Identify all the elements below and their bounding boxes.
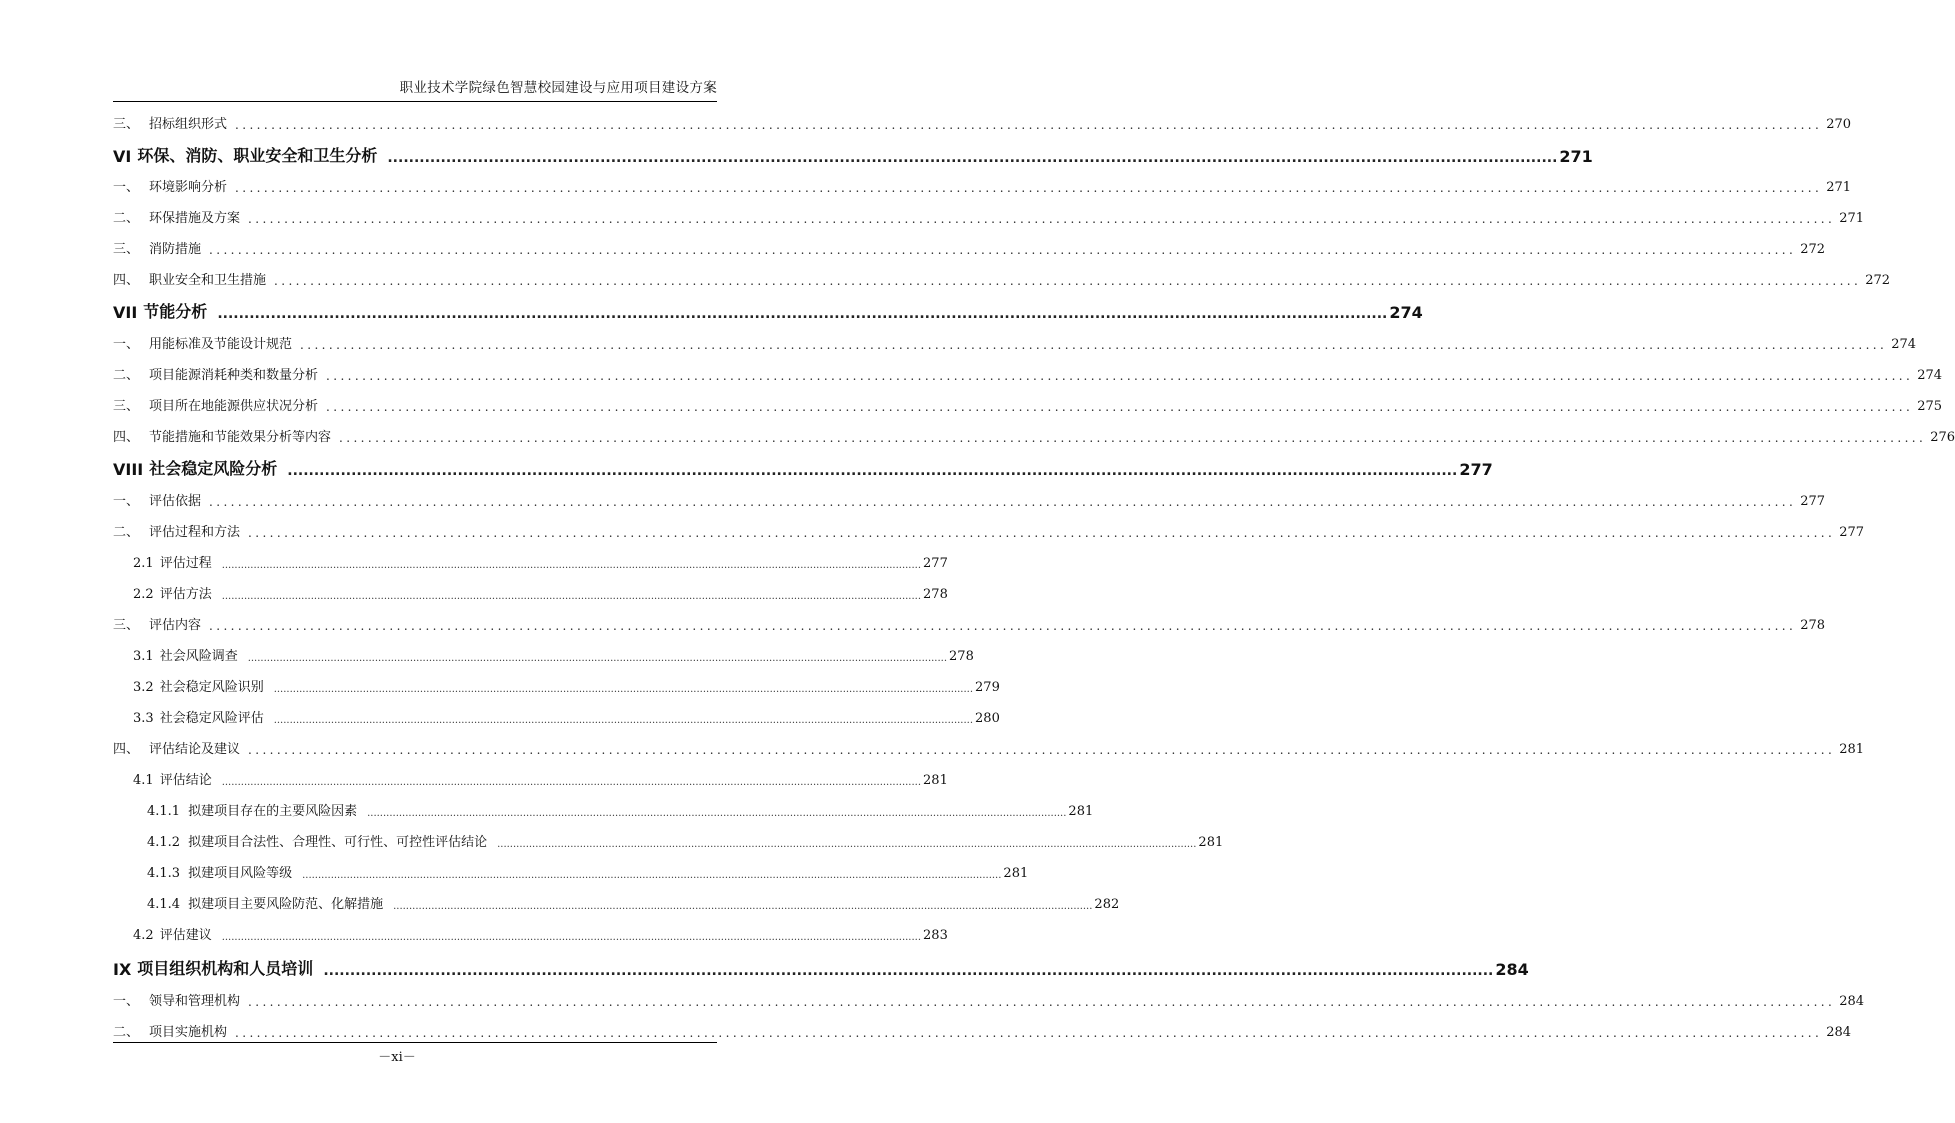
toc-entry-page: 277	[1800, 494, 1826, 509]
header-rule	[113, 101, 717, 102]
toc-entry-page: 271	[1839, 211, 1865, 226]
toc-leader-dots: ............................................................................................................................................................................................................................	[217, 306, 1388, 322]
toc-entry-number: 一、	[113, 994, 140, 1009]
toc-entry-page: 277	[1459, 460, 1493, 479]
toc-leader-dots: ............................................................................................................................................................................................................................	[367, 808, 1067, 819]
toc-leader-dots: ............................................................................................................................................................................................................................	[393, 901, 1093, 912]
toc-entry-page: 284	[1826, 1025, 1852, 1040]
toc-entry-page: 281	[1198, 835, 1224, 850]
toc-entry-title: 拟建项目风险等级	[188, 866, 293, 881]
toc-leader-dots: ............................................................................................................................................................................................................................	[339, 431, 1927, 445]
toc-entry[interactable]	[113, 733, 1865, 757]
toc-entry[interactable]	[113, 919, 948, 943]
toc-entry[interactable]	[113, 390, 1943, 414]
toc-entry-number: 2.1	[133, 556, 154, 571]
toc-entry-title: 评估结论	[159, 773, 212, 788]
toc-leader-dots: ............................................................................................................................................................................................................................	[287, 463, 1458, 479]
toc-entry-page: 281	[1839, 742, 1865, 757]
toc-entry-page: 278	[923, 587, 948, 602]
toc-entry[interactable]	[113, 142, 1593, 166]
toc-entry-page: 272	[1865, 273, 1891, 288]
toc-entry-page: 275	[1917, 399, 1943, 414]
toc-leader-dots: ............................................................................................................................................................................................................................	[221, 591, 922, 602]
toc-entry[interactable]	[113, 985, 1865, 1009]
page-header: 职业技术学院绿色智慧校园建设与应用项目建设方案	[399, 80, 717, 96]
toc-entry-number: IX	[113, 960, 132, 979]
toc-entry[interactable]	[113, 455, 1493, 479]
toc-leader-dots: ............................................................................................................................................................................................................................	[300, 338, 1888, 352]
toc-entry-number: 一、	[113, 180, 140, 195]
toc-entry-number: 3.3	[133, 711, 154, 726]
toc-entry[interactable]	[113, 702, 1000, 726]
toc-entry[interactable]	[113, 547, 948, 571]
toc-entry-page: 284	[1839, 994, 1865, 1009]
toc-entry-title: 社会稳定风险分析	[149, 459, 278, 478]
toc-entry-page: 277	[923, 556, 948, 571]
toc-leader-dots: ............................................................................................................................................................................................................................	[235, 181, 1823, 195]
toc-entry-title: 社会稳定风险识别	[159, 680, 264, 695]
toc-entry-number: 4.1.3	[147, 866, 181, 881]
toc-entry[interactable]	[113, 516, 1865, 540]
toc-entry-page: 278	[1800, 618, 1826, 633]
toc-entry[interactable]	[113, 857, 1029, 881]
toc-leader-dots: ............................................................................................................................................................................................................................	[209, 495, 1797, 509]
toc-entry-number: 4.1.1	[147, 804, 181, 819]
toc-entry-page: 280	[975, 711, 1000, 726]
toc-entry-title: 评估建议	[159, 928, 212, 943]
toc-entry-number: 4.1.4	[147, 897, 181, 912]
toc-entry[interactable]	[113, 671, 1000, 695]
toc-entry-number: 4.1.2	[147, 835, 181, 850]
toc-entry-number: 三、	[113, 399, 140, 414]
toc-leader-dots: ............................................................................................................................................................................................................................	[387, 150, 1558, 166]
toc-leader-dots: ............................................................................................................................................................................................................................	[302, 870, 1002, 881]
toc-entry-number: 二、	[113, 211, 140, 226]
toc-entry-title: 拟建项目存在的主要风险因素	[188, 804, 358, 819]
footer-rule	[113, 1042, 717, 1043]
toc-entry-page: 281	[1068, 804, 1094, 819]
toc-leader-dots: ............................................................................................................................................................................................................................	[209, 243, 1797, 257]
toc-entry-title: 职业安全和卫生措施	[149, 273, 267, 288]
toc-leader-dots: ............................................................................................................................................................................................................................	[497, 839, 1197, 850]
toc-entry-title: 环保、消防、职业安全和卫生分析	[137, 146, 378, 165]
toc-entry-page: 277	[1839, 525, 1865, 540]
toc-entry[interactable]	[113, 795, 1094, 819]
toc-entry-page: 274	[1891, 337, 1917, 352]
toc-entry-number: VI	[113, 147, 132, 166]
toc-entry-title: 招标组织形式	[149, 117, 228, 132]
toc-entry-page: 281	[923, 773, 948, 788]
toc-entry-title: 项目所在地能源供应状况分析	[149, 399, 319, 414]
toc-entry[interactable]	[113, 640, 974, 664]
toc-leader-dots: ............................................................................................................................................................................................................................	[235, 1026, 1823, 1040]
toc-entry[interactable]	[113, 1016, 1852, 1040]
toc-entry-title: 环境影响分析	[149, 180, 228, 195]
toc-entry-page: 276	[1930, 430, 1955, 445]
toc-leader-dots: ............................................................................................................................................................................................................................	[221, 560, 922, 571]
toc-entry[interactable]	[113, 578, 948, 602]
toc-entry[interactable]	[113, 955, 1529, 979]
toc-leader-dots: ............................................................................................................................................................................................................................	[326, 369, 1914, 383]
toc-entry-title: 节能分析	[143, 302, 208, 321]
toc-entry[interactable]	[113, 826, 1224, 850]
toc-leader-dots: ............................................................................................................................................................................................................................	[273, 684, 974, 695]
toc-entry-number: VII	[113, 303, 138, 322]
toc-entry-title: 项目实施机构	[149, 1025, 228, 1040]
toc-entry-title: 用能标准及节能设计规范	[149, 337, 293, 352]
toc-entry-title: 评估内容	[149, 618, 202, 633]
toc-entry-number: 一、	[113, 494, 140, 509]
toc-entry-number: 4.1	[133, 773, 154, 788]
toc-entry-number: 二、	[113, 1025, 140, 1040]
toc-leader-dots: ............................................................................................................................................................................................................................	[248, 526, 1836, 540]
toc-leader-dots: ............................................................................................................................................................................................................................	[248, 995, 1836, 1009]
toc-entry-page: 274	[1389, 303, 1423, 322]
toc-leader-dots: ............................................................................................................................................................................................................................	[323, 963, 1494, 979]
toc-entry[interactable]	[113, 609, 1826, 633]
toc-entry-page: 279	[975, 680, 1000, 695]
toc-leader-dots: ............................................................................................................................................................................................................................	[248, 212, 1836, 226]
toc-entry[interactable]	[113, 108, 1852, 132]
toc-leader-dots: ............................................................................................................................................................................................................................	[221, 777, 922, 788]
toc-entry-number: 四、	[113, 430, 140, 445]
toc-entry-page: 270	[1826, 117, 1852, 132]
toc-entry-number: 四、	[113, 742, 140, 757]
toc-entry-page: 271	[1826, 180, 1852, 195]
toc-entry-title: 拟建项目合法性、合理性、可行性、可控性评估结论	[188, 835, 488, 850]
toc-entry-title: 拟建项目主要风险防范、化解措施	[188, 897, 384, 912]
toc-entry[interactable]	[113, 171, 1852, 195]
toc-entry-number: 三、	[113, 242, 140, 257]
toc-entry-page: 272	[1800, 242, 1826, 257]
toc-entry-title: 评估依据	[149, 494, 202, 509]
toc-entry[interactable]	[113, 764, 948, 788]
toc-entry-number: 二、	[113, 525, 140, 540]
toc-entry-title: 评估结论及建议	[149, 742, 241, 757]
toc-entry-title: 社会风险调查	[159, 649, 238, 664]
toc-entry[interactable]	[113, 202, 1865, 226]
toc-entry-number: 3.2	[133, 680, 154, 695]
toc-entry[interactable]	[113, 485, 1826, 509]
toc-entry-number: 三、	[113, 618, 140, 633]
toc-entry-number: 一、	[113, 337, 140, 352]
toc-entry-title: 节能措施和节能效果分析等内容	[149, 430, 332, 445]
toc-leader-dots: ............................................................................................................................................................................................................................	[273, 715, 974, 726]
toc-entry-number: 三、	[113, 117, 140, 132]
toc-entry-number: 4.2	[133, 928, 154, 943]
toc-entry[interactable]	[113, 264, 1891, 288]
toc-entry-title: 评估过程	[159, 556, 212, 571]
toc-entry-title: 评估过程和方法	[149, 525, 241, 540]
toc-entry-number: 二、	[113, 368, 140, 383]
toc-leader-dots: ............................................................................................................................................................................................................................	[326, 400, 1914, 414]
toc-leader-dots: ............................................................................................................................................................................................................................	[235, 118, 1823, 132]
toc-entry-page: 282	[1094, 897, 1120, 912]
toc-entry[interactable]	[113, 888, 1120, 912]
toc-entry-number: 四、	[113, 273, 140, 288]
toc-entry-number: 3.1	[133, 649, 154, 664]
toc-leader-dots: ............................................................................................................................................................................................................................	[274, 274, 1862, 288]
toc-entry-title: 社会稳定风险评估	[159, 711, 264, 726]
toc-entry-number: VIII	[113, 460, 144, 479]
toc-leader-dots: ............................................................................................................................................................................................................................	[248, 743, 1836, 757]
toc-entry-title: 消防措施	[149, 242, 202, 257]
toc-entry-page: 283	[923, 928, 948, 943]
toc-entry[interactable]	[113, 298, 1423, 322]
toc-entry-page: 281	[1003, 866, 1029, 881]
toc-entry-title: 项目能源消耗种类和数量分析	[149, 368, 319, 383]
page-number: －xi－	[378, 1050, 416, 1065]
toc-entry[interactable]	[113, 328, 1917, 352]
toc-entry-title: 环保措施及方案	[149, 211, 241, 226]
toc-entry-page: 271	[1559, 147, 1593, 166]
toc-leader-dots: ............................................................................................................................................................................................................................	[247, 653, 948, 664]
toc-entry[interactable]	[113, 359, 1943, 383]
toc-entry-page: 278	[949, 649, 974, 664]
toc-entry-title: 项目组织机构和人员培训	[137, 959, 314, 978]
toc-entry-page: 274	[1917, 368, 1943, 383]
toc-entry[interactable]	[113, 421, 1955, 445]
toc-entry-title: 评估方法	[159, 587, 212, 602]
toc-entry-number: 2.2	[133, 587, 154, 602]
toc-entry-title: 领导和管理机构	[149, 994, 241, 1009]
toc-entry-page: 284	[1495, 960, 1529, 979]
toc-entry[interactable]	[113, 233, 1826, 257]
toc-leader-dots: ............................................................................................................................................................................................................................	[209, 619, 1797, 633]
toc-leader-dots: ............................................................................................................................................................................................................................	[221, 932, 922, 943]
